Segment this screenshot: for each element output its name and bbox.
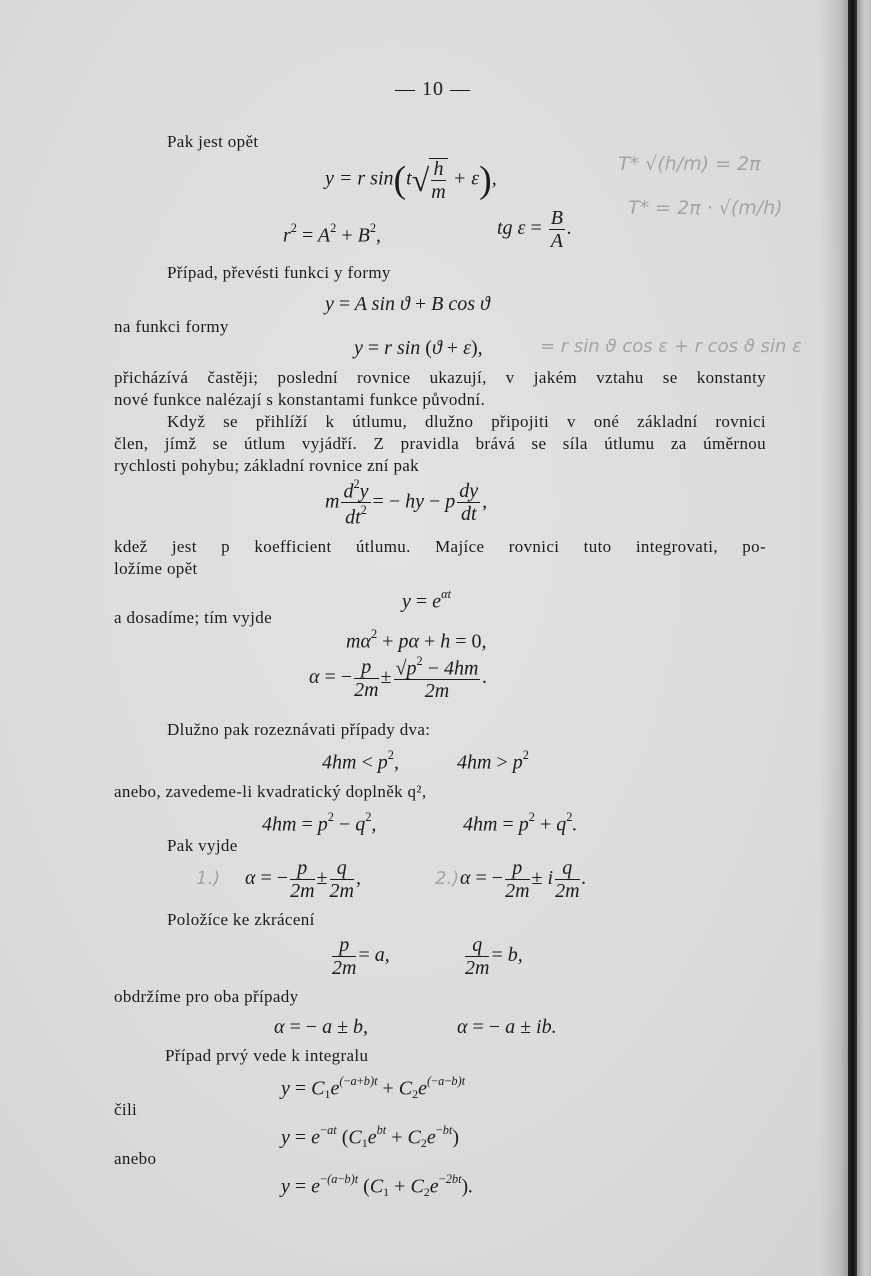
equation-alpha-complex: α = − a ± ib.	[457, 1016, 557, 1038]
equation-integral-1: $y = C_1e^{(-a+b)t} + C_2e^{(-a-b)t}$	[281, 1074, 466, 1101]
equation-characteristic: $m\alpha^2 + p\alpha + h = 0$,	[346, 627, 487, 653]
equation-case-greater: $4hm > p^2$	[457, 748, 529, 774]
paragraph-line: nové funkce nalézají s konstantami funkce původní.	[114, 390, 486, 409]
equation-exponential: $y = e^{\alpha t}$	[402, 587, 452, 613]
equation-a-sin-b-cos: y = A sin ϑ + B cos ϑ	[325, 293, 490, 315]
paragraph-line: člen, jímž se útlum vyjádří. Z pravidla brává se síla útlumu za úměrnou	[114, 434, 766, 453]
text-line: anebo, zavedeme-li kvadratický doplněk q²,	[114, 782, 427, 801]
text-line: Pak vyjde	[167, 836, 238, 855]
binding-shadow	[820, 0, 848, 1276]
text-line: Případ, převésti funkci y formy	[167, 263, 391, 282]
pencil-annotation: T* √(h/m) = 2π	[618, 153, 761, 175]
pencil-annotation: = r sin ϑ cos ε + r cos ϑ sin ε	[540, 336, 802, 357]
equation-alpha-real: α = − a ± b,	[274, 1016, 369, 1038]
pencil-annotation: T* = 2π · √(m/h)	[628, 197, 783, 219]
equation-alpha-roots: α = − $\frac{p}{2m}$ ± $\frac{√p^2 - 4hm}{2m}$ .	[309, 654, 488, 703]
text-line: obdržíme pro oba případy	[114, 987, 299, 1006]
equation-case-less: $4hm < p^2$,	[322, 748, 399, 774]
text-line: Položíce ke zkrácení	[167, 910, 315, 929]
equation-alpha-case1: α = − $\frac{p}{2m}$ ± $\frac{q}{2m}$ ,	[245, 857, 361, 902]
text-line: Případ prvý vede k integralu	[165, 1046, 369, 1065]
text-line: Pak jest opět	[167, 132, 259, 151]
text-line: na funkci formy	[114, 317, 229, 336]
paragraph-line: ložíme opět	[114, 559, 198, 578]
equation-b-def: $\frac{q}{2m}$ = b,	[465, 934, 523, 979]
paragraph-line: rychlosti pohybu; základní rovnice zní pak	[114, 456, 420, 475]
paragraph-line: kdež jest p koefficient útlumu. Majíce rovnici tuto integrovati, po-	[114, 537, 766, 556]
equation-integral-2: $y = e^{-at}$ $(C_1e^{bt} + C_2e^{-bt})$	[281, 1123, 460, 1150]
equation-a-def: $\frac{p}{2m}$ = a,	[332, 934, 390, 979]
paragraph-line: přicházívá častěji; poslední rovnice ukazují, v jakém vztahu se konstanty	[114, 368, 766, 387]
equation-alpha-case2: α = − $\frac{p}{2m}$ ± i $\frac{q}{2m}$ .	[460, 857, 587, 902]
pencil-annotation: 1.)	[196, 868, 221, 889]
equation-damped-motion: m $\frac{d^2y}{dt^2}$ = − hy − p $\frac{dy}{dt}$ ,	[325, 477, 488, 529]
equation-r-squared: $r^2 = A^2 + B^2$,	[283, 221, 382, 247]
book-spine-outer	[857, 0, 871, 1276]
book-spine-edge	[848, 0, 857, 1276]
equation-r-sin-theta-eps: y = r sin (ϑ + ε),	[354, 337, 483, 359]
equation-4hm-minus: $4hm = p^2 - q^2$,	[262, 810, 377, 836]
equation-y-r-sin: y = r sin(t√ $\frac{h}{m}$ + ε),	[325, 158, 497, 203]
equation-tg-epsilon: tg ε = $\frac{B}{A}$ .	[497, 207, 572, 252]
text-line: anebo	[114, 1149, 157, 1168]
equation-4hm-plus: $4hm = p^2 + q^2$.	[463, 810, 578, 836]
pencil-annotation: 2.)	[435, 868, 460, 889]
text-line: čili	[114, 1100, 138, 1119]
text-line: Dlužno pak rozeznávati případy dva:	[167, 720, 431, 739]
page-number: — 10 —	[395, 78, 471, 100]
paragraph-line: Když se přihlíží k útlumu, dlužno připojiti v oné základní rovnici	[167, 412, 766, 431]
text-line: a dosadíme; tím vyjde	[114, 608, 272, 627]
equation-integral-3: $y = e^{-(a-b)t}$ $(C_1 + C_2e^{-2bt})$.	[281, 1172, 474, 1199]
